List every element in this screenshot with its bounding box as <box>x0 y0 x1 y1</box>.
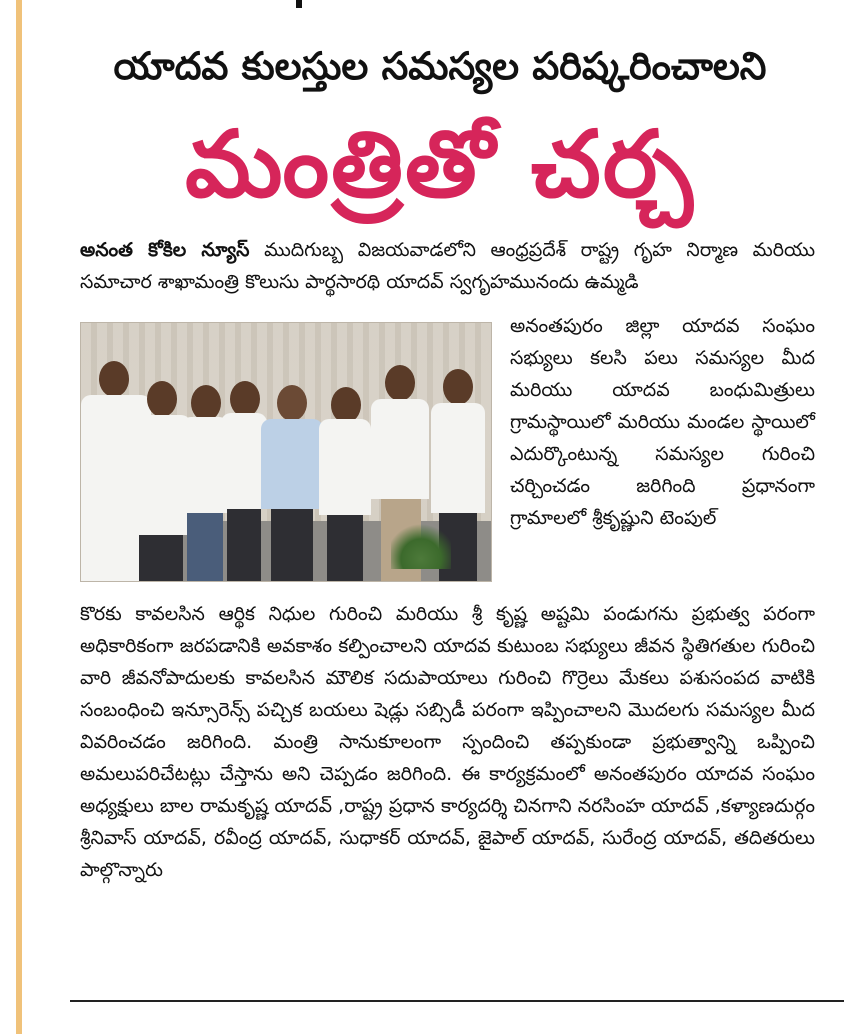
article-photo <box>80 322 492 582</box>
article-main-paragraph: కొరకు కావలసిన ఆర్థిక నిధుల గురించి మరియు శ్రీ కృష్ణ అష్టమి పండుగను ప్రభుత్వ పరంగా అధికారికంగా జరపడానికి అవకాశం కల్పించాలని యాదవ కుటుంబ సభ్యులు జీవన స్థితిగతుల గురించి వారి జీవనోపాదులకు కావలసిన మౌలిక సదుపాయాలు గురించి గొర్రెలు మేకలు పశుసంపద వాటికి సంబంధించి ఇన్సూరెన్స్ పచ్చిక బయలు షెడ్లు సబ్సిడీ పరంగా ఇప్పించాలని మొదలగు సమస్యల మీద వివరించడం జరిగింది. మంత్రి సానుకూలంగా స్పందించి తప్పకుండా ప్రభుత్వాన్ని ఒప్పించి అమలుపరిచేటట్లు చేస్తాను అని చెప్పడం జరిగింది. ఈ కార్యక్రమంలో అనంతపురం యాదవ సంఘం అధ్యక్షులు బాల రామకృష్ణ యాదవ్ ,రాష్ట్ర ప్రధాన కార్యదర్శి చినగాని నరసింహ యాదవ్ ,కళ్యాణదుర్గం శ్రీనివాస్ యాదవ్, రవీంద్ర యాదవ్, సుధాకర్ యాదవ్, జైపాల్ యాదవ్, సురేంద్ర యాదవ్, తదితరులు పాల్గొన్నారు <box>80 603 815 881</box>
article-subheadline: యాదవ కులస్తుల సమస్యల పరిష్కరించాలని <box>113 44 767 88</box>
photo-person <box>319 387 371 581</box>
article-headline: మంత్రితో చర్చ <box>185 111 695 218</box>
page-margin-rule <box>0 0 12 1034</box>
bottom-divider <box>70 1000 844 1002</box>
article-side-paragraph: అనంతపురం జిల్లా యాదవ సంఘం సభ్యులు కలసి పలు సమస్యల మీద మరియు యాదవ బంధుమిత్రులు గ్రామస్థాయిలో మరియు మండల స్థాయిలో ఎదుర్కొంటున్న సమస్యల గురించి చర్చించడం జరిగింది ప్రధానంగా గ్రామాలలో శ్రీకృష్ణుని టెంపుల్ <box>510 315 815 529</box>
photo-person <box>261 385 323 581</box>
article-intro-paragraph <box>80 234 815 298</box>
article-intro-text: ముదిగుబ్బ విజయవాడలోని ఆంధ్రప్రదేశ్ రాష్ట్ర గృహ నిర్మాణ మరియు సమాచార శాఖామంత్రి కొలుసు పార్థసారథి యాదవ్ స్వగృహమునందు ఉమ్మడి <box>80 239 816 293</box>
top-crop-mark <box>296 0 302 8</box>
photo-plant <box>391 519 451 569</box>
article-byline: అనంత కోకిల న్యూస్ <box>80 239 250 261</box>
